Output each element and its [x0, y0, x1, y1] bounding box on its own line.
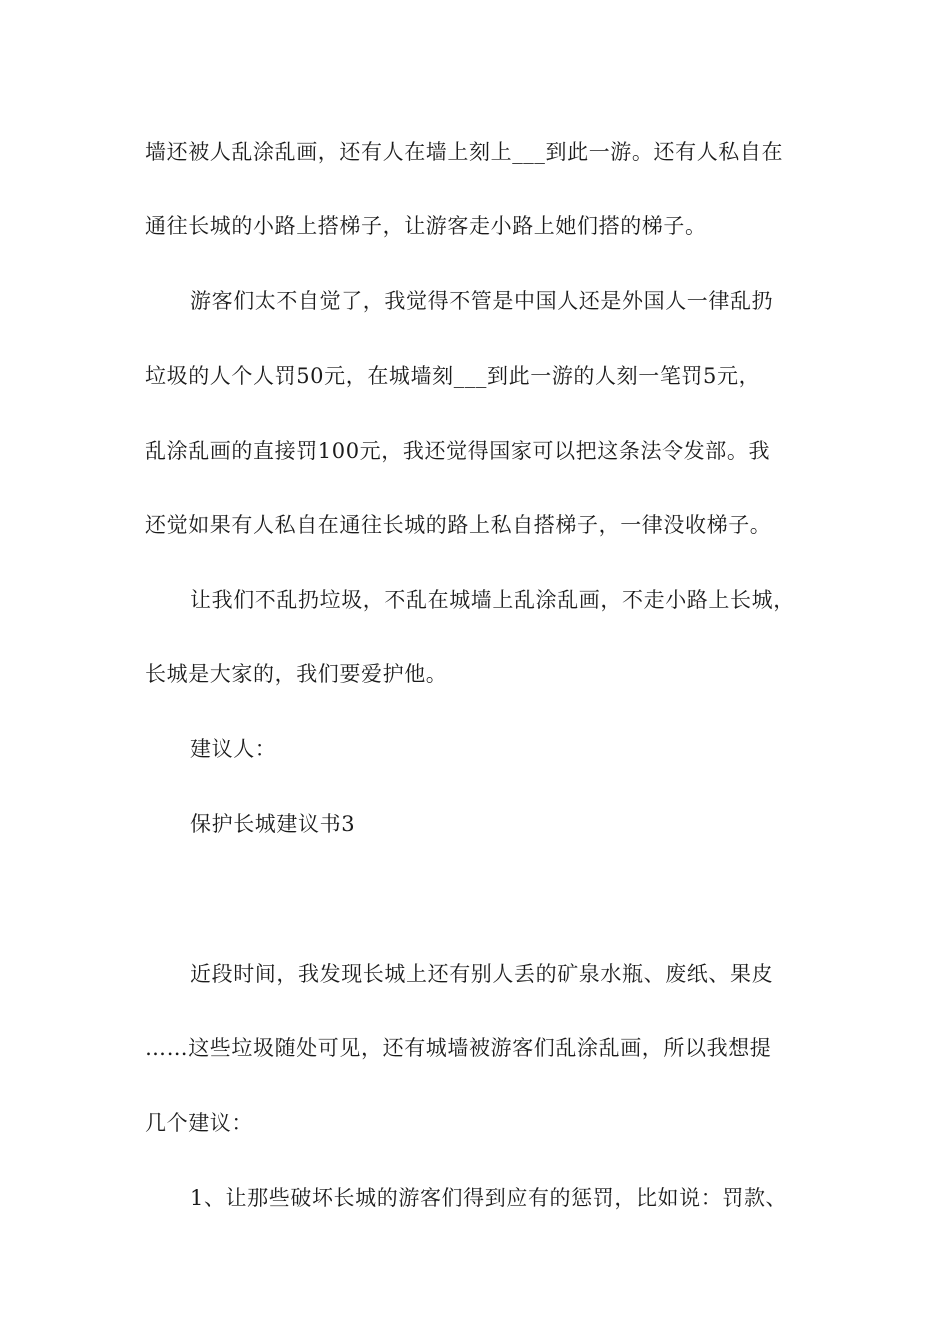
list-item: 1、让那些破坏长城的游客们得到应有的惩罚，比如说：罚款、 [190, 1186, 788, 1210]
paragraph-line: 几个建议： [145, 1111, 253, 1135]
paragraph-line: 通往长城的小路上搭梯子，让游客走小路上她们搭的梯子。 [145, 214, 707, 238]
signature-label: 建议人： [190, 737, 277, 761]
paragraph-line: 还觉如果有人私自在通往长城的路上私自搭梯子，一律没收梯子。 [145, 513, 772, 537]
paragraph-line: 垃圾的人个人罚50元，在城墙刻___到此一游的人刻一笔罚5元， [145, 364, 761, 388]
paragraph-line: 墙还被人乱涂乱画，还有人在墙上刻上___到此一游。还有人私自在 [145, 140, 784, 164]
section-title: 保护长城建议书3 [190, 812, 356, 836]
paragraph-line: 长城是大家的，我们要爱护他。 [145, 662, 448, 686]
paragraph-line: 近段时间，我发现长城上还有别人丢的矿泉水瓶、废纸、果皮 [190, 962, 774, 986]
paragraph-line: 让我们不乱扔垃圾，不乱在城墙上乱涂乱画，不走小路上长城， [190, 588, 795, 612]
paragraph-line: 游客们太不自觉了，我觉得不管是中国人还是外国人一律乱扔 [190, 289, 774, 313]
paragraph-line: 乱涂乱画的直接罚100元，我还觉得国家可以把这条法令发部。我 [145, 439, 771, 463]
paragraph-line: ……这些垃圾随处可见，还有城墙被游客们乱涂乱画，所以我想提 [145, 1036, 772, 1060]
